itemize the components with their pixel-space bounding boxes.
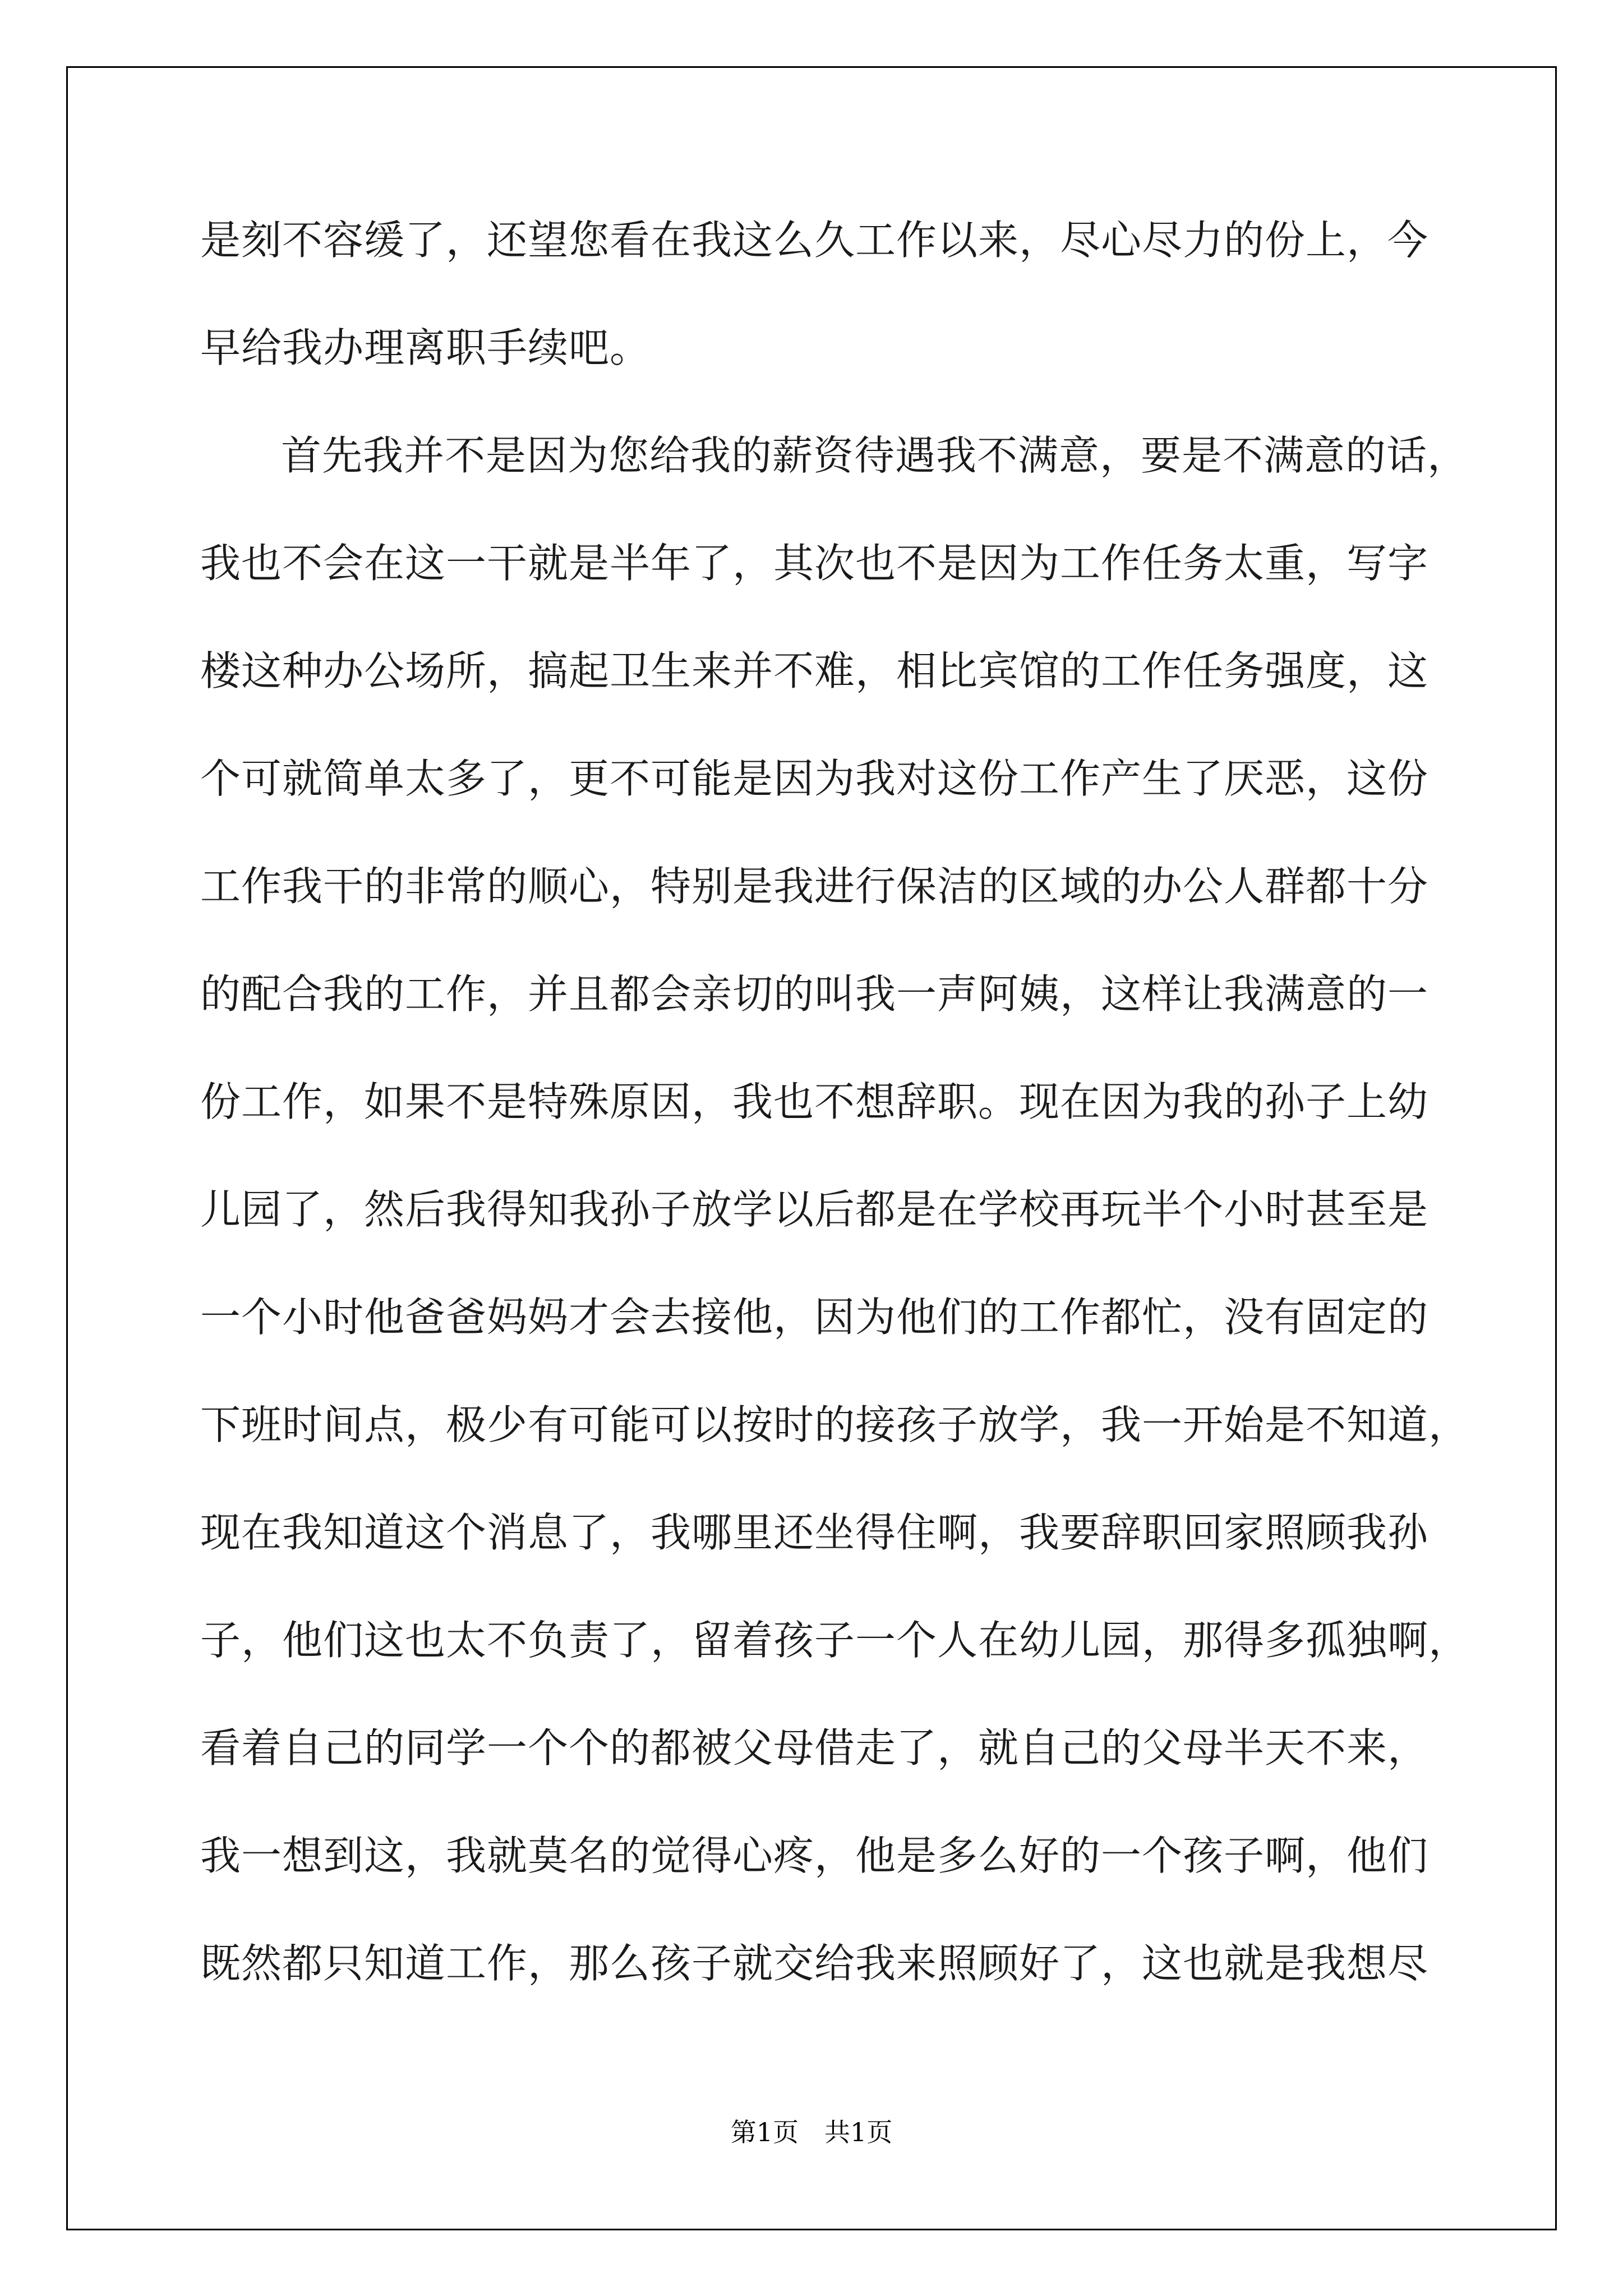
text-line: 看着自己的同学一个个的都被父母借走了，就自己的父母半天不来， — [200, 1724, 1429, 1772]
document-body — [200, 213, 1470, 2044]
text-line: 下班时间点，极少有可能可以按时的接孩子放学，我一开始是不知道， — [200, 1401, 1470, 1448]
text-line-paragraph-start: 首先我并不是因为您给我的薪资待遇我不满意，要是不满意的话， — [281, 432, 1469, 479]
text-line: 早给我办理离职手续吧。 — [200, 324, 651, 371]
text-line: 一个小时他爸爸妈妈才会去接他，因为他们的工作都忙，没有固定的 — [200, 1294, 1429, 1341]
text-line: 子，他们这也太不负责了，留着孩子一个人在幼儿园，那得多孤独啊， — [200, 1617, 1470, 1664]
text-line: 我也不会在这一干就是半年了，其次也不是因为工作任务太重，写字 — [200, 540, 1429, 587]
text-line: 儿园了，然后我得知我孙子放学以后都是在学校再玩半个小时甚至是 — [200, 1186, 1429, 1233]
text-line: 个可就简单太多了，更不可能是因为我对这份工作产生了厌恶，这份 — [200, 755, 1429, 802]
text-line: 是刻不容缓了，还望您看在我这么久工作以来，尽心尽力的份上，今 — [200, 217, 1429, 264]
page-footer — [0, 2112, 1623, 2149]
text-line: 的配合我的工作，并且都会亲切的叫我一声阿姨，这样让我满意的一 — [200, 970, 1429, 1018]
page-number-total: 共1页 — [824, 2117, 893, 2147]
text-line: 工作我干的非常的顺心，特别是我进行保洁的区域的办公人群都十分 — [200, 863, 1429, 910]
page-number-current: 第1页 — [730, 2117, 799, 2147]
text-line: 份工作，如果不是特殊原因，我也不想辞职。现在因为我的孙子上幼 — [200, 1078, 1429, 1125]
text-line: 楼这种办公场所，搞起卫生来并不难，相比宾馆的工作任务强度，这 — [200, 647, 1429, 694]
text-line: 我一想到这，我就莫名的觉得心疼，他是多么好的一个孩子啊，他们 — [200, 1832, 1429, 1879]
text-line: 既然都只知道工作，那么孩子就交给我来照顾好了，这也就是我想尽 — [200, 1940, 1429, 1987]
text-line: 现在我知道这个消息了，我哪里还坐得住啊，我要辞职回家照顾我孙 — [200, 1509, 1429, 1556]
